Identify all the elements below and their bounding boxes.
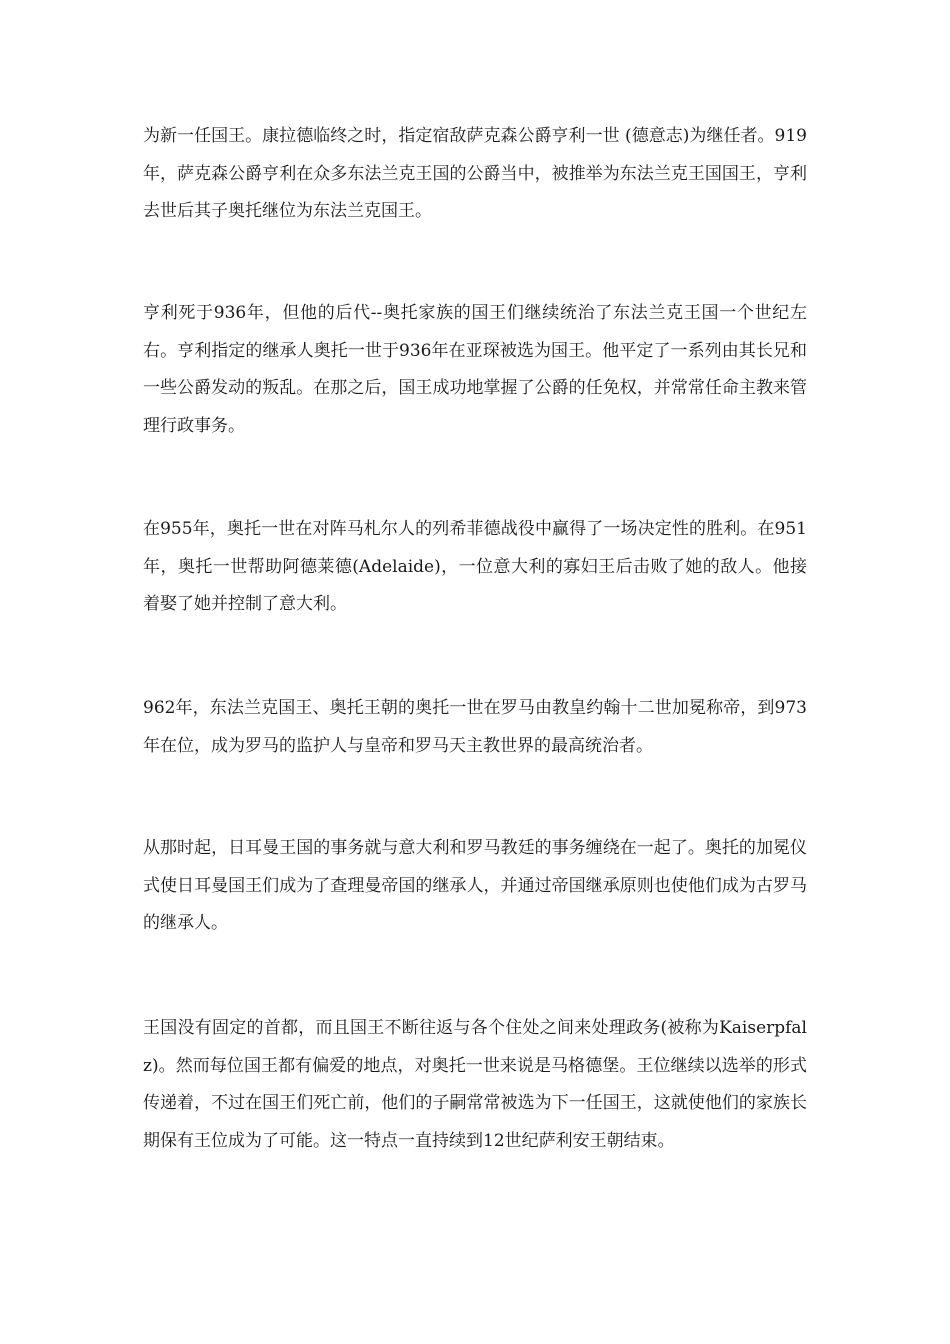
paragraph-3: 在955年，奥托一世在对阵马札尔人的列希菲德战役中赢得了一场决定性的胜利。在951年，奥托一世帮助阿德莱德(Adelaide)，一位意大利的寡妇王后击败了她的敌人。他接着娶了她并控制了意大利。	[143, 519, 807, 614]
paragraph-6: 王国没有固定的首都，而且国王不断往返与各个住处之间来处理政务(被称为Kaiserpfalz)。然而每位国王都有偏爱的地点，对奥托一世来说是马格德堡。王位继续以选举的形式传递着，不过在国王们死亡前，他们的子嗣常常被选为下一任国王，这就使他们的家族长期保有王位成为了可能。这一特点一直持续到12世纪萨利安王朝结束。	[143, 1018, 807, 1151]
paragraph-1: 为新一任国王。康拉德临终之时，指定宿敌萨克森公爵亨利一世 (德意志)为继任者。919年，萨克森公爵亨利在众多东法兰克王国的公爵当中，被推举为东法兰克王国国王，亨利去世后其子奥托继位为东法兰克国王。	[143, 126, 807, 221]
paragraph-5: 从那时起，日耳曼王国的事务就与意大利和罗马教廷的事务缠绕在一起了。奥托的加冕仪式使日耳曼国王们成为了查理曼帝国的继承人，并通过帝国继承原则也使他们成为古罗马的继承人。	[143, 838, 807, 933]
paragraph-4: 962年，东法兰克国王、奥托王朝的奥托一世在罗马由教皇约翰十二世加冕称帝，到973年在位，成为罗马的监护人与皇帝和罗马天主教世界的最高统治者。	[143, 698, 807, 756]
paragraph-2: 亨利死于936年，但他的后代--奥托家族的国王们继续统治了东法兰克王国一个世纪左右。亨利指定的继承人奥托一世于936年在亚琛被选为国王。他平定了一系列由其长兄和一些公爵发动的叛乱。在那之后，国王成功地掌握了公爵的任免权，并常常任命主教来管理行政事务。	[143, 303, 807, 436]
